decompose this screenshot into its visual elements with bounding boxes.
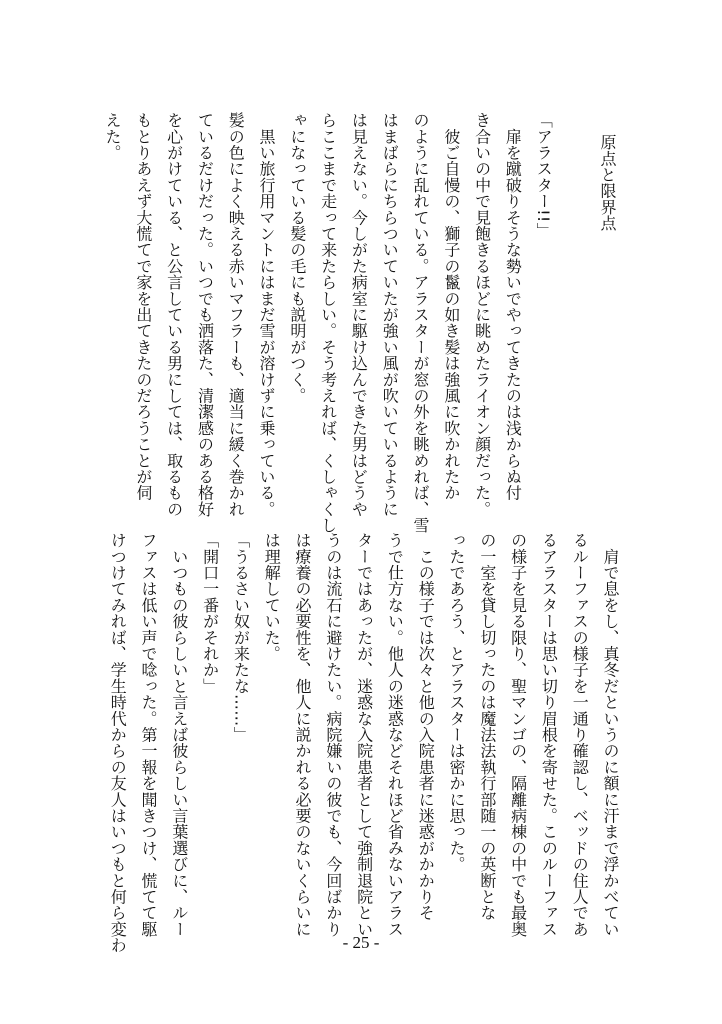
text-column: ターではあったが、迷惑な入院患者として強制退院とい xyxy=(354,532,374,937)
top-text-block xyxy=(96,112,622,534)
text-column: の一室を貸し切ったのは魔法法執行部随一の英断とな xyxy=(477,532,497,921)
text-column: るルーファスの様子を一通り確認し、ベッドの住人であ xyxy=(570,532,590,937)
text-column: いつもの彼らしいと言えば彼らしい言葉選びに、ルー xyxy=(169,532,189,937)
text-column: うのは流石に避けたい。病院嫌いの彼でも、今回ばかり xyxy=(323,532,343,937)
text-column: うで仕方ない。他人の迷惑などそれほど省みないアラス xyxy=(385,532,405,937)
text-column: ったであろう、とアラスターは密かに思った。 xyxy=(447,532,467,873)
text-column: 彼ご自慢の、獅子の鬣の如き髪は強風に吹かれたか xyxy=(441,112,461,501)
text-column: はまばらにちらついていたが強い風が吹いているように xyxy=(380,112,400,517)
text-column: もとりあえず大慌てで家を出てきたのだろうことが伺 xyxy=(133,112,153,501)
text-column: の様子を見る限り、聖マンゴの、隔離病棟の中でも最奥 xyxy=(508,532,528,937)
title-spacer xyxy=(558,112,591,502)
text-column: ゃになっている髪の毛にも説明がつく。 xyxy=(287,112,307,404)
text-column: は理解していた。 xyxy=(262,532,282,662)
text-column: 「開口一番がそれか」 xyxy=(200,532,220,694)
text-column: 髪の色によく映える赤いマフラーも、適当に緩く巻かれ xyxy=(226,112,246,517)
text-column: は見えない。今しがた病室に駆け込んできた男はどうや xyxy=(349,112,369,517)
text-column: 「うるさい奴が来たな……」 xyxy=(231,532,251,743)
text-column: この様子では次々と他の入院患者に迷惑がかかりそ xyxy=(416,532,436,921)
text-column: 扉を蹴破りそうな勢いでやってきたのは浅からぬ付 xyxy=(503,112,523,501)
text-column: き合いの中で見飽きるほどに眺めたライオン顔だった。 xyxy=(472,112,492,517)
text-column: を心がけている、と公言している男にしては、取るもの xyxy=(164,112,184,517)
text-column: 肩で息をし、真冬だというのに額に汗まで浮かべてい xyxy=(601,532,620,937)
text-column: ているだけだった。いつでも洒落た、清潔感のある格好 xyxy=(195,112,215,517)
text-column: るアラスターは思い切り眉根を寄せた。このルーファス xyxy=(539,532,559,937)
text-column: らここまで走って来たらしい。そう考えれば、くしゃくし xyxy=(318,112,338,534)
text-column: 「アラスター!!」 xyxy=(534,112,554,239)
page-number: - 25 - xyxy=(342,933,380,952)
text-column: 黒い旅行用マントにはまだ雪が溶けずに乗っている。 xyxy=(257,112,277,517)
text-column: のように乱れている。アラスターが窓の外を眺めれば、雪 xyxy=(411,112,431,534)
text-column: けつけてみれば、学生時代からの友人はいつもと何ら変わ xyxy=(108,532,128,954)
chapter-title: 原点と限界点 xyxy=(598,134,617,232)
text-column: えた。 xyxy=(103,112,123,161)
text-column: ファスは低い声で唸った。第一報を聞きつけ、慌てて駆 xyxy=(139,532,159,937)
text-column: は療養の必要性を、他人に説かれる必要のないくらいに xyxy=(293,532,313,937)
